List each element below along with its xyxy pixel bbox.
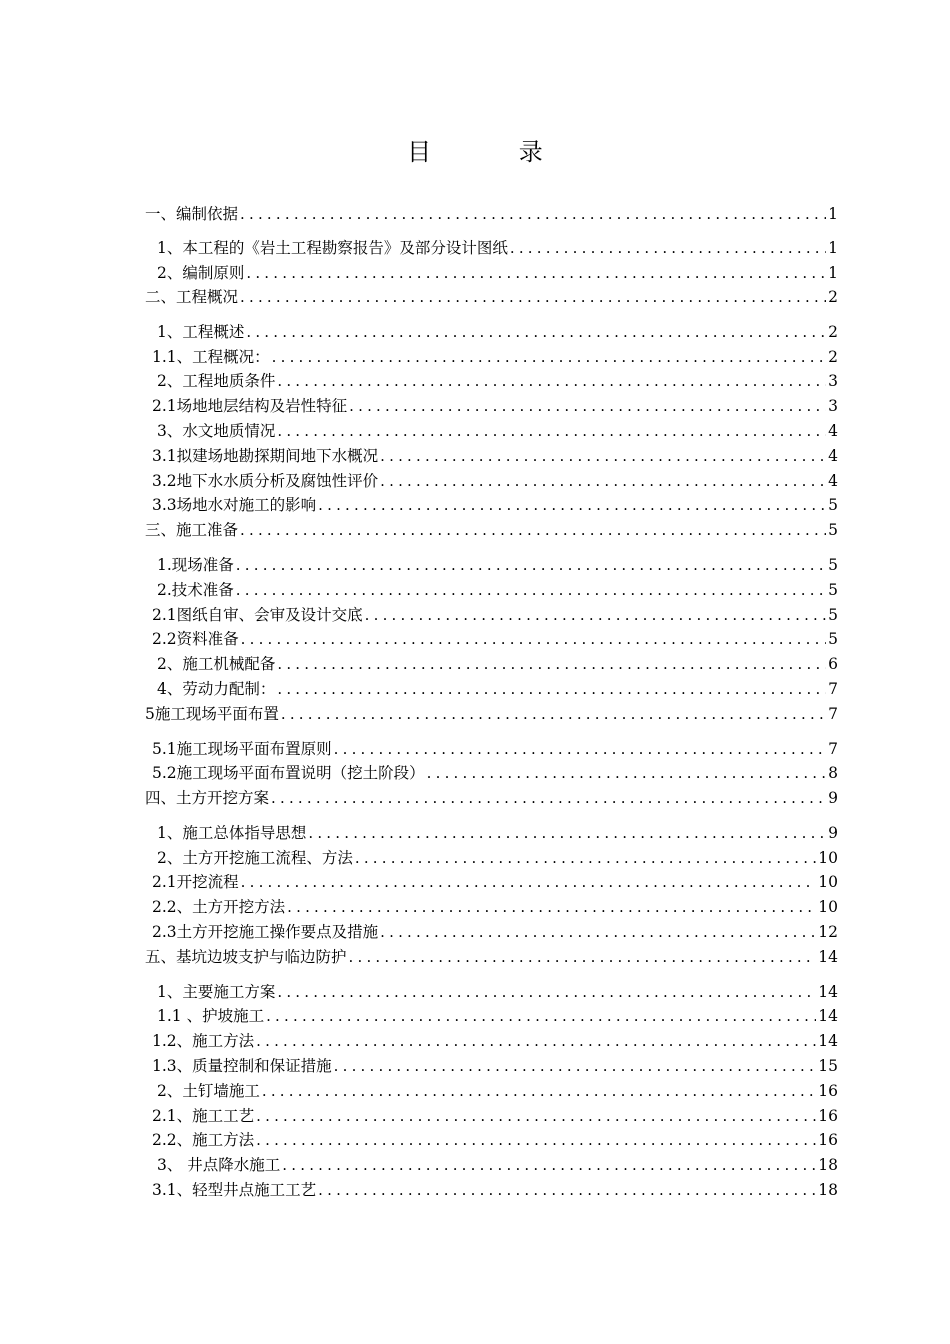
toc-page-number: 5 bbox=[828, 606, 838, 624]
toc-entry[interactable] bbox=[157, 321, 838, 343]
toc-page-number: 7 bbox=[828, 705, 838, 723]
toc-entry[interactable] bbox=[157, 370, 838, 392]
toc-leader-dots bbox=[380, 921, 816, 943]
toc-leader-dots bbox=[334, 1055, 817, 1077]
toc-entry[interactable] bbox=[157, 981, 838, 1003]
toc-leader-dots bbox=[240, 286, 826, 308]
toc-leader-dots bbox=[236, 554, 826, 576]
toc-leader-dots bbox=[355, 847, 816, 869]
toc-entry[interactable] bbox=[157, 847, 838, 869]
toc-entry-label: 2、施工机械配备 bbox=[157, 655, 276, 673]
toc-entry-label: 2.2、土方开挖方法 bbox=[152, 898, 286, 916]
toc-entry-label: 1.3、质量控制和保证措施 bbox=[152, 1057, 332, 1075]
toc-entry-label: 3.1、轻型井点施工工艺 bbox=[152, 1181, 317, 1199]
toc-entry[interactable] bbox=[145, 519, 838, 541]
toc-page-number: 3 bbox=[828, 372, 838, 390]
toc-page-number: 5 bbox=[828, 496, 838, 514]
toc-leader-dots bbox=[241, 628, 826, 650]
toc-entry-label: 2、编制原则 bbox=[157, 264, 245, 282]
toc-entry-label: 1、施工总体指导思想 bbox=[157, 824, 307, 842]
toc-entry-label: 2、土钉墙施工 bbox=[157, 1082, 260, 1100]
page-title: 目 录 bbox=[407, 138, 583, 166]
toc-entry[interactable] bbox=[152, 1030, 838, 1052]
toc-page-number: 9 bbox=[828, 824, 838, 842]
toc-page-number: 5 bbox=[828, 630, 838, 648]
toc-page-number: 4 bbox=[828, 447, 838, 465]
toc-entry[interactable] bbox=[157, 1080, 838, 1102]
toc-entry-label: 5.2施工现场平面布置说明（挖土阶段） bbox=[152, 764, 425, 782]
toc-leader-dots bbox=[256, 1030, 816, 1052]
toc-page-number: 16 bbox=[818, 1131, 838, 1149]
toc-page-number: 1 bbox=[828, 264, 838, 282]
toc-leader-dots bbox=[281, 703, 826, 725]
toc-entry[interactable] bbox=[152, 346, 838, 368]
toc-entry[interactable] bbox=[152, 921, 838, 943]
toc-page-number: 3 bbox=[828, 397, 838, 415]
toc-entry[interactable] bbox=[152, 1105, 838, 1127]
toc-page-number: 14 bbox=[818, 948, 838, 966]
toc-leader-dots bbox=[246, 262, 826, 284]
toc-page-number: 5 bbox=[828, 556, 838, 574]
toc-entry-label: 1.现场准备 bbox=[157, 556, 234, 574]
toc-page-number: 10 bbox=[818, 873, 838, 891]
toc-entry-label: 1、主要施工方案 bbox=[157, 983, 276, 1001]
toc-entry-label: 1.1 、护坡施工 bbox=[157, 1007, 265, 1025]
toc-entry[interactable] bbox=[152, 762, 838, 784]
toc-leader-dots bbox=[272, 346, 826, 368]
toc-entry[interactable] bbox=[152, 1055, 838, 1077]
toc-entry-label: 1.2、施工方法 bbox=[152, 1032, 255, 1050]
toc-entry[interactable] bbox=[152, 1129, 838, 1151]
toc-page-number: 14 bbox=[818, 1032, 838, 1050]
toc-entry[interactable] bbox=[152, 604, 838, 626]
toc-leader-dots bbox=[380, 445, 826, 467]
toc-entry-label: 五、基坑边坡支护与临边防护 bbox=[145, 948, 347, 966]
toc-entry-label: 2.2、施工方法 bbox=[152, 1131, 255, 1149]
toc-entry[interactable] bbox=[157, 678, 838, 700]
toc-entry-label: 2.1、施工工艺 bbox=[152, 1107, 255, 1125]
toc-leader-dots bbox=[334, 738, 826, 760]
toc-entry-label: 2.技术准备 bbox=[157, 581, 234, 599]
toc-page-number: 10 bbox=[818, 898, 838, 916]
toc-leader-dots bbox=[262, 1080, 816, 1102]
toc-entry[interactable] bbox=[145, 946, 838, 968]
toc-leader-dots bbox=[427, 762, 826, 784]
toc-leader-dots bbox=[240, 519, 826, 541]
toc-leader-dots bbox=[277, 420, 826, 442]
toc-entry-label: 2、土方开挖施工流程、方法 bbox=[157, 849, 353, 867]
toc-entry[interactable] bbox=[157, 1005, 838, 1027]
toc-entry[interactable] bbox=[152, 871, 838, 893]
toc-page-number: 7 bbox=[828, 680, 838, 698]
toc-page-number: 18 bbox=[818, 1181, 838, 1199]
toc-entry-label: 3、 井点降水施工 bbox=[157, 1156, 281, 1174]
toc-page-number: 4 bbox=[828, 422, 838, 440]
toc-entry-label: 5.1施工现场平面布置原则 bbox=[152, 740, 332, 758]
toc-entry-label: 2.2资料准备 bbox=[152, 630, 239, 648]
toc-leader-dots bbox=[246, 321, 826, 343]
toc-entry[interactable] bbox=[157, 579, 838, 601]
toc-page-number: 16 bbox=[818, 1107, 838, 1125]
toc-page-number: 2 bbox=[828, 323, 838, 341]
toc-entry-label: 二、工程概况 bbox=[145, 288, 239, 306]
toc-leader-dots bbox=[510, 237, 826, 259]
toc-page-number: 4 bbox=[828, 472, 838, 490]
toc-leader-dots bbox=[271, 787, 826, 809]
toc-leader-dots bbox=[380, 470, 826, 492]
toc-leader-dots bbox=[282, 1154, 816, 1176]
toc-page-number: 2 bbox=[828, 348, 838, 366]
toc-leader-dots bbox=[277, 678, 826, 700]
toc-entry-label: 3.3场地水对施工的影响 bbox=[152, 496, 317, 514]
toc-page-number: 7 bbox=[828, 740, 838, 758]
toc-leader-dots bbox=[277, 981, 816, 1003]
toc-leader-dots bbox=[365, 604, 826, 626]
toc-page-number: 6 bbox=[828, 655, 838, 673]
toc-entry[interactable] bbox=[152, 738, 838, 760]
toc-entry-label: 2.3土方开挖施工操作要点及措施 bbox=[152, 923, 379, 941]
toc-entry-label: 2、工程地质条件 bbox=[157, 372, 276, 390]
toc-leader-dots bbox=[318, 1179, 816, 1201]
toc-leader-dots bbox=[256, 1129, 816, 1151]
toc-leader-dots bbox=[266, 1005, 816, 1027]
toc-entry-label: 四、土方开挖方案 bbox=[145, 789, 270, 807]
toc-entry-label: 一、编制依据 bbox=[145, 205, 239, 223]
toc-page-number: 8 bbox=[828, 764, 838, 782]
toc-entry[interactable] bbox=[157, 1154, 838, 1176]
toc-entry[interactable] bbox=[152, 470, 838, 492]
toc-entry[interactable] bbox=[145, 703, 838, 725]
toc-entry-label: 3、水文地质情况 bbox=[157, 422, 276, 440]
toc-leader-dots bbox=[318, 494, 826, 516]
toc-leader-dots bbox=[277, 653, 826, 675]
toc-entry[interactable] bbox=[152, 445, 838, 467]
toc-entry[interactable] bbox=[157, 653, 838, 675]
toc-entry[interactable] bbox=[152, 628, 838, 650]
toc-entry-label: 2.1开挖流程 bbox=[152, 873, 239, 891]
toc-page-number: 15 bbox=[818, 1057, 838, 1075]
toc-entry[interactable] bbox=[152, 1179, 838, 1201]
toc-entry-label: 5施工现场平面布置 bbox=[145, 705, 279, 723]
toc-page-number: 18 bbox=[818, 1156, 838, 1174]
toc-page-number: 16 bbox=[818, 1082, 838, 1100]
toc-entry[interactable] bbox=[157, 237, 838, 259]
toc-page-number: 5 bbox=[828, 521, 838, 539]
toc-leader-dots bbox=[256, 1105, 816, 1127]
toc-leader-dots bbox=[277, 370, 826, 392]
toc-entry[interactable] bbox=[152, 896, 838, 918]
toc-entry[interactable] bbox=[145, 787, 838, 809]
toc-leader-dots bbox=[240, 203, 826, 225]
toc-leader-dots bbox=[308, 822, 826, 844]
toc-entry-label: 1.1、工程概况： bbox=[152, 348, 270, 366]
toc-entry[interactable] bbox=[157, 554, 838, 576]
toc-page-number: 12 bbox=[818, 923, 838, 941]
toc-leader-dots bbox=[349, 395, 826, 417]
toc-page-number: 2 bbox=[828, 288, 838, 306]
toc-entry[interactable] bbox=[152, 395, 838, 417]
toc-entry-label: 三、施工准备 bbox=[145, 521, 239, 539]
toc-entry-label: 1、工程概述 bbox=[157, 323, 245, 341]
toc-leader-dots bbox=[236, 579, 826, 601]
toc-entry[interactable] bbox=[152, 494, 838, 516]
toc-page-number: 1 bbox=[828, 205, 838, 223]
toc-page-number: 10 bbox=[818, 849, 838, 867]
toc-entry-label: 2.1图纸自审、会审及设计交底 bbox=[152, 606, 363, 624]
toc-page-number: 9 bbox=[828, 789, 838, 807]
toc-entry-label: 3.1拟建场地勘探期间地下水概况 bbox=[152, 447, 379, 465]
toc-leader-dots bbox=[241, 871, 817, 893]
toc-entry-label: 4、劳动力配制： bbox=[157, 680, 276, 698]
toc-entry[interactable] bbox=[157, 822, 838, 844]
toc-page-number: 14 bbox=[818, 983, 838, 1001]
toc-entry-label: 3.2地下水水质分析及腐蚀性评价 bbox=[152, 472, 379, 490]
toc-page-number: 1 bbox=[828, 239, 838, 257]
toc-entry[interactable] bbox=[157, 420, 838, 442]
toc-page-number: 5 bbox=[828, 581, 838, 599]
toc-entry[interactable] bbox=[145, 286, 838, 308]
toc-entry[interactable] bbox=[157, 262, 838, 284]
toc-page-number: 14 bbox=[818, 1007, 838, 1025]
toc-entry[interactable] bbox=[145, 203, 838, 225]
toc-entry-label: 2.1场地地层结构及岩性特征 bbox=[152, 397, 348, 415]
toc-leader-dots bbox=[349, 946, 817, 968]
toc-leader-dots bbox=[287, 896, 816, 918]
toc-entry-label: 1、本工程的《岩土工程勘察报告》及部分设计图纸 bbox=[157, 239, 508, 257]
